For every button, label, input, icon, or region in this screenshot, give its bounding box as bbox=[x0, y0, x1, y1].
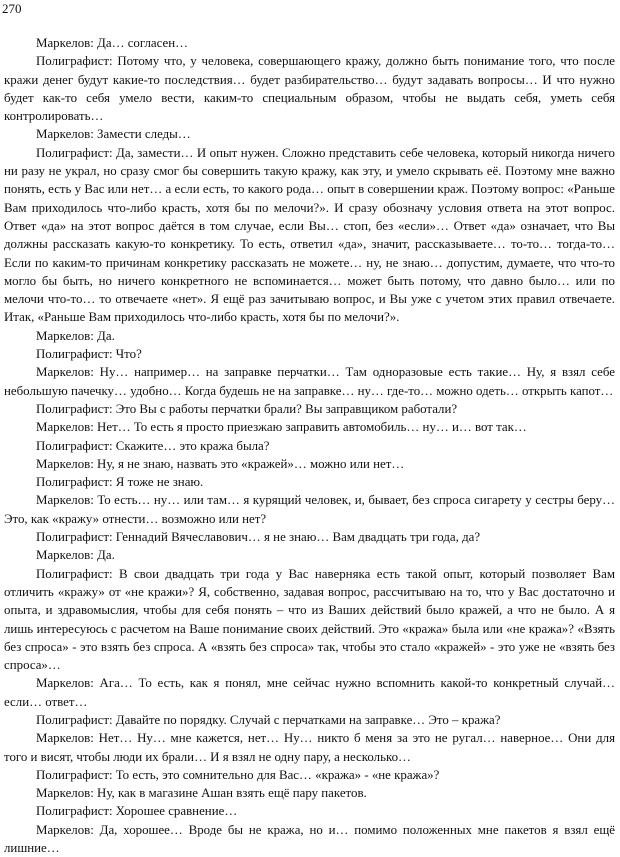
paragraph-8: Полиграфист: Это Вы с работы перчатки брали? Вы заправщиком работали? bbox=[36, 401, 458, 416]
paragraph-10: Полиграфист: Скажите… это кража была? bbox=[36, 438, 270, 453]
paragraph-9: Маркелов: Нет… То есть я просто приезжаю заправить автомобиль… ну… и… вот так… bbox=[36, 420, 527, 435]
paragraph-22: Полиграфист: Хорошее сравнение… bbox=[36, 804, 238, 819]
paragraph-18: Полиграфист: Давайте по порядку. Случай с перчатками на заправке… Это – кража? bbox=[36, 712, 501, 727]
paragraph-15: Маркелов: Да. bbox=[36, 548, 115, 563]
paragraph-12: Полиграфист: Я тоже не знаю. bbox=[36, 475, 204, 490]
paragraph-21: Маркелов: Ну, как в магазине Ашан взять ещё пару пакетов. bbox=[36, 786, 367, 801]
paragraph-16: Полиграфист: В свои двадцать три года у Вас наверняка есть такой опыт, который позволяет Вам отличить «кражу» от «не кражи»? Я, собственно, задавая вопрос, рассчитываю на то, что у Вас достаточно и опыта, и здравомыслия, чтобы для себя понять – что из Ваших действий было кражей, а что не было. А я лишь интересуюсь с расчетом на Ваше понимание своих действий. Это «кража» была или «не кража»? «Взять без спроса» - это взять без спроса. А «взять без спроса» так, чтобы это стало «кражей» - это уже не «взять без спроса»… bbox=[4, 566, 615, 673]
page-number: 270 bbox=[2, 1, 22, 16]
paragraph-23: Маркелов: Да, хорошее… Вроде бы не кража, но и… помимо положенных мне пакетов я взял ещё лишние… bbox=[4, 822, 615, 856]
paragraph-20: Полиграфист: То есть, это сомнительно для Вас… «кража» - «не кража»? bbox=[36, 767, 440, 782]
paragraph-4: Полиграфист: Да, замести… И опыт нужен. Сложно представить себе человека, который никогда ничего ни разу не украл, но сразу смог бы совершить такую кражу, как эту, и умело скрывать её. Поэтому мне важно понять, есть у Вас или нет… а если есть, то какого рода… опыт в совершении краж. Поэтому вопрос: «Раньше Вам приходилось что-либо красть, хотя бы по мелочи?». И сразу обозначу условия ответа на этот вопрос. Ответ «да» на этот вопрос даётся в том случае, если Вы… стоп, без «если»… Ответ «да» означает, что Вы должны рассказать какую-то конкретику. То есть, ответил «да», значит, рассказываете… то-то… тогда-то… Если по каким-то причинам конкретику рассказать не можете… ну, не знаю… допустим, думаете, что что-то могло бы быть, но ничего конкретного не вспоминается… может быть потому, что давно было… или по мелочи что-то… то отвечаете «нет». Я ещё раз зачитываю вопрос, и Вы уже с учетом этих правил отвечаете. Итак, «Раньше Вам приходилось что-либо красть, хотя бы по мелочи?». bbox=[4, 145, 615, 325]
paragraph-17: Маркелов: Ага… То есть, как я понял, мне сейчас нужно вспомнить какой-то конкретный случай… если… ответ… bbox=[4, 676, 615, 709]
paragraph-13: Маркелов: То есть… ну… или там… я курящий человек, и, бывает, без спроса сигарету у сестры беру… Это, как «кражу» отнести… возможно или нет? bbox=[4, 493, 615, 526]
paragraph-7: Маркелов: Ну… например… на заправке перчатки… Там одноразовые есть такие… Ну, я взял себе небольшую пачечку… удобно… Когда будешь не на заправке… ну… где-то… можно одеть… открыть капот… bbox=[4, 365, 615, 398]
paragraph-1: Маркелов: Да… согласен… bbox=[36, 36, 189, 50]
dialogue-text bbox=[4, 34, 615, 857]
paragraph-19: Маркелов: Нет… Ну… мне кажется, нет… Ну… никто б меня за это не ругал… наверное… Они для того и висят, чтобы люди их брали… И я взял не одну пару, а несколько… bbox=[4, 731, 615, 764]
paragraph-6: Полиграфист: Что? bbox=[36, 347, 142, 362]
paragraph-2: Полиграфист: Потому что, у человека, совершающего кражу, должно быть понимание того, что после кражи денег будут какие-то последствия… будет разбирательство… будут задавать вопросы… И что нужно будет как-то себя умело вести, каким-то специальным образом, чтобы не выдать себя, уметь себя контролировать… bbox=[4, 54, 615, 124]
paragraph-5: Маркелов: Да. bbox=[36, 328, 115, 343]
paragraph-14: Полиграфист: Геннадий Вячеславович… я не знаю… Вам двадцать три года, да? bbox=[36, 530, 481, 545]
paragraph-3: Маркелов: Замести следы… bbox=[36, 127, 191, 142]
paragraph-11: Маркелов: Ну, я не знаю, назвать это «кражей»… можно или нет… bbox=[36, 456, 405, 471]
